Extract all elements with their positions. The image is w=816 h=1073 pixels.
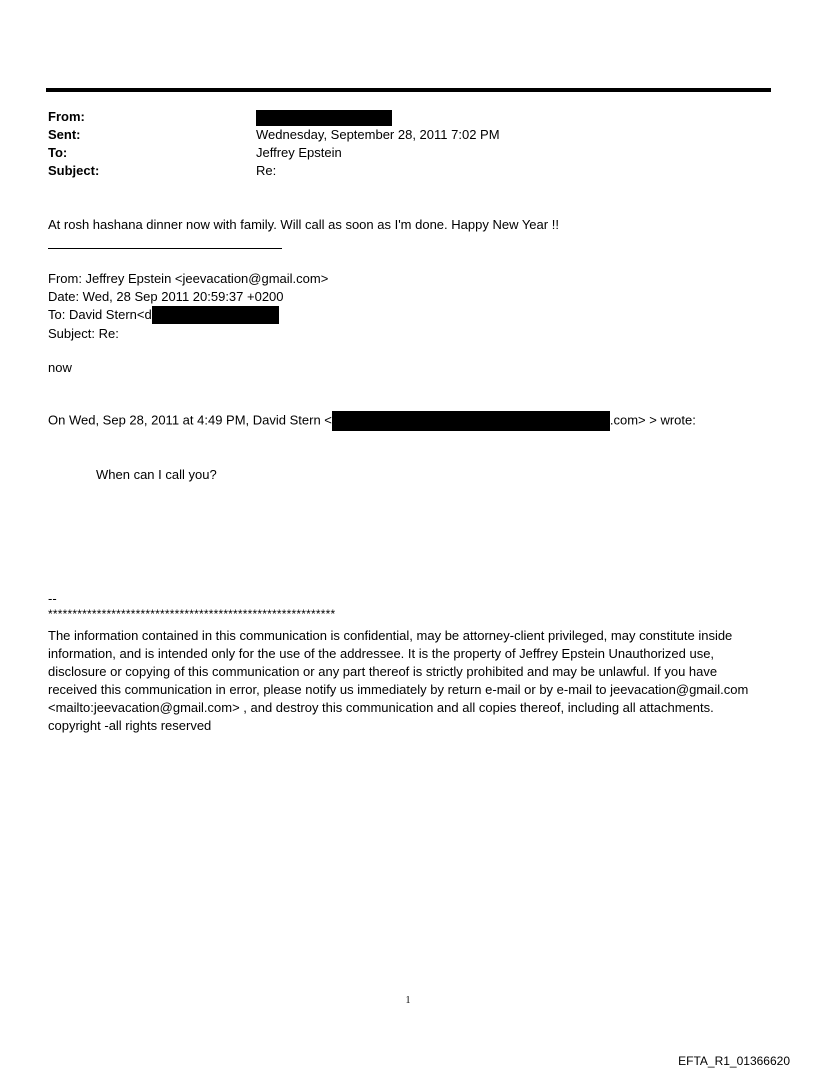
subject-row (48, 162, 748, 180)
to-value: Jeffrey Epstein (256, 145, 342, 160)
to-label: To: (48, 145, 68, 160)
email-header (48, 108, 748, 180)
document-id: EFTA_R1_01366620 (678, 1054, 790, 1068)
redaction-block (256, 110, 392, 126)
wrote-line (48, 411, 696, 431)
quoted-header (48, 270, 328, 343)
from-label: From: (48, 109, 85, 124)
subject-label: Subject: (48, 163, 100, 178)
message-body: At rosh hashana dinner now with family. Will call as soon as I'm done. Happy New Year !! (48, 217, 559, 232)
quoted-to (48, 306, 328, 325)
from-value (256, 108, 748, 126)
quoted-to-text: To: David Stern<d (48, 307, 152, 322)
sent-value: Wednesday, September 28, 2011 7:02 PM (256, 127, 500, 142)
reply-separator (48, 248, 282, 249)
nested-message: When can I call you? (96, 467, 217, 482)
quoted-subject: Subject: Re: (48, 325, 119, 341)
quoted-from: From: Jeffrey Epstein <jeevacation@gmail.com> (48, 271, 329, 286)
sent-row (48, 126, 748, 144)
redaction-block (332, 411, 610, 431)
to-row (48, 144, 748, 162)
redaction-block (152, 306, 279, 324)
from-row (48, 108, 748, 126)
wrote-suffix: .com> > wrote: (609, 412, 696, 428)
confidentiality-disclaimer: The information contained in this communication is confidential, may be attorney-client privileged, may constitute inside information, and is intended only for the use of the addressee. It is the property of Jeffrey Epstein Unauthorized use, disclosure or copying of this communication or any part thereof is strictly prohibited and may be unlawful. If you have received this communication in error, please notify us immediately by return e-mail or by e-mail to jeevacation@gmail.com <mailto:jeevacation@gmail.com> , and destroy this communication and all copies thereof, including all attachments. copyright -all rights reserved (48, 628, 749, 733)
quoted-message: now (48, 360, 72, 375)
sent-label: Sent: (48, 127, 81, 142)
signature-dashes: -- (48, 591, 57, 606)
quoted-date: Date: Wed, 28 Sep 2011 20:59:37 +0200 (48, 289, 284, 304)
wrote-prefix: On Wed, Sep 28, 2011 at 4:49 PM, David Stern < (48, 412, 332, 428)
header-rule (46, 88, 771, 92)
signature-stars: *********************************************************** (48, 607, 336, 621)
subject-value: Re: (256, 163, 277, 178)
page-number: 1 (405, 995, 411, 1006)
